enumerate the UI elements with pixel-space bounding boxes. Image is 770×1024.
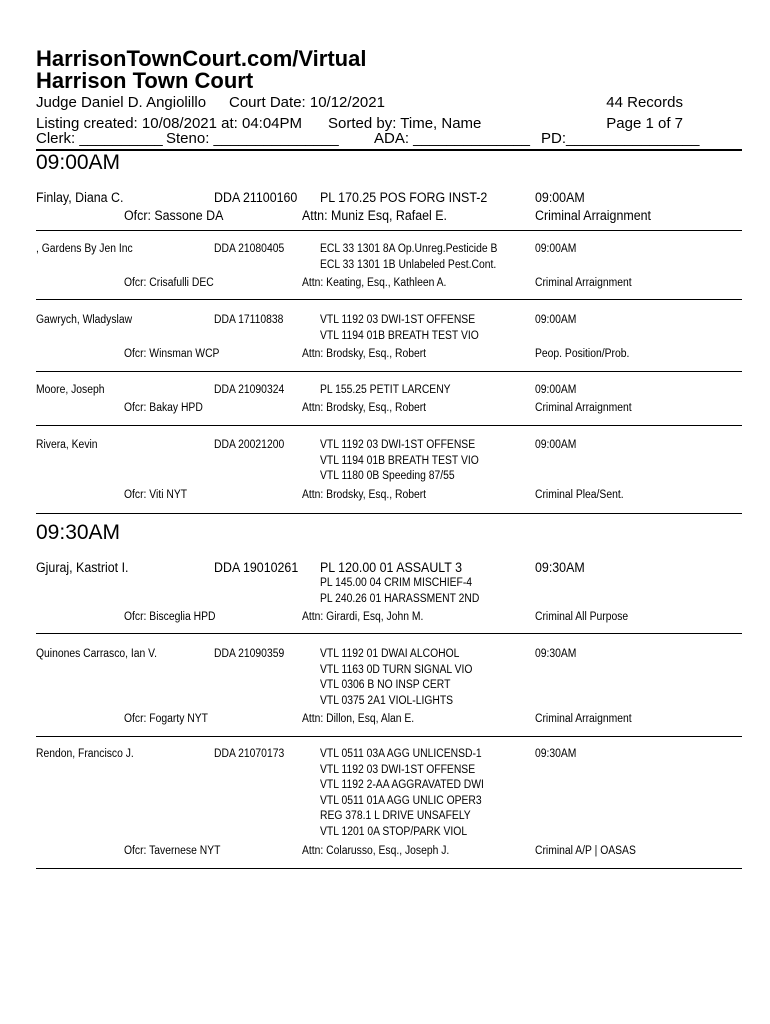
charges <box>320 747 484 840</box>
proceeding: Criminal A/P | OASAS <box>535 845 636 857</box>
charge: VTL 1192 2-AA AGGRAVATED DWI <box>320 779 484 791</box>
charge: VTL 1192 01 DWAI ALCOHOL <box>320 648 460 660</box>
time-heading: 09:00AM <box>36 151 121 174</box>
charge: VTL 1163 0D TURN SIGNAL VIO <box>320 663 473 676</box>
pd-field: PD:________________ <box>541 130 700 147</box>
docket-number: DDA 17110838 <box>214 314 284 326</box>
case-divider <box>36 868 742 869</box>
officer: Ofcr: Winsman WCP <box>124 348 220 360</box>
docket-number: DDA 19010261 <box>214 560 299 575</box>
docket-number: DDA 21100160 <box>214 190 298 205</box>
officer: Ofcr: Sassone DA <box>124 208 224 223</box>
proceeding: Peop. Position/Prob. <box>535 348 630 360</box>
charge: VTL 0511 03A AGG UNLICENSD-1 <box>320 748 482 760</box>
charge: VTL 0511 01A AGG UNLIC OPER3 <box>320 794 482 807</box>
officer: Ofcr: Fogarty NYT <box>124 713 208 725</box>
listing-created: Listing created: 10/08/2021 at: 04:04PM <box>36 115 303 132</box>
defendant-name: , Gardens By Jen Inc <box>36 243 133 255</box>
attorney: Attn: Girardi, Esq, John M. <box>302 611 424 623</box>
docket-number: DDA 20021200 <box>214 439 285 451</box>
case-time: 09:00AM <box>535 243 577 255</box>
defendant-name: Gawrych, Wladyslaw <box>36 314 133 326</box>
defendant-name: Moore, Joseph <box>36 384 105 396</box>
charges <box>320 576 479 607</box>
proceeding: Criminal Plea/Sent. <box>535 489 624 501</box>
case-divider <box>36 299 742 300</box>
defendant-name: Rendon, Francisco J. <box>36 748 134 760</box>
officer: Ofcr: Bisceglia HPD <box>124 611 216 623</box>
record-count: 44 Records <box>606 94 683 111</box>
ada-field: ADA: ______________ <box>374 130 530 147</box>
case-divider <box>36 230 742 231</box>
charge: PL 120.00 01 ASSAULT 3 <box>320 560 463 575</box>
proceeding: Criminal Arraignment <box>535 208 651 223</box>
charges <box>320 383 451 399</box>
docket-number: DDA 21090324 <box>214 384 285 396</box>
charges <box>320 313 479 344</box>
charge: ECL 33 1301 8A Op.Unreg.Pesticide B <box>320 243 498 255</box>
case-divider <box>36 371 742 372</box>
officer: Ofcr: Crisafulli DEC <box>124 277 214 289</box>
charge: PL 170.25 POS FORG INST-2 <box>320 190 488 205</box>
case-time: 09:30AM <box>535 560 585 575</box>
charges <box>320 438 479 485</box>
steno-field: Steno: _______________ <box>166 130 339 147</box>
attorney: Attn: Keating, Esq., Kathleen A. <box>302 277 447 289</box>
proceeding: Criminal All Purpose <box>535 611 629 623</box>
charge: VTL 1192 03 DWI-1ST OFFENSE <box>320 439 476 451</box>
officer: Ofcr: Tavernese NYT <box>124 845 221 857</box>
charge: VTL 1192 03 DWI-1ST OFFENSE <box>320 314 476 326</box>
sorted-by: Sorted by: Time, Name <box>328 115 482 132</box>
court-name: Harrison Town Court <box>36 68 254 93</box>
charge: VTL 1180 0B Speeding 87/55 <box>320 470 455 482</box>
officer: Ofcr: Bakay HPD <box>124 402 203 414</box>
page-number: Page 1 of 7 <box>606 115 683 132</box>
attorney: Attn: Colarusso, Esq., Joseph J. <box>302 845 450 857</box>
defendant-name: Rivera, Kevin <box>36 439 98 451</box>
case-divider <box>36 736 742 737</box>
charge: PL 155.25 PETIT LARCENY <box>320 384 451 396</box>
docket-number: DDA 21090359 <box>214 648 285 660</box>
charge: VTL 1201 0A STOP/PARK VIOL <box>320 825 468 838</box>
case-time: 09:00AM <box>535 190 585 205</box>
proceeding: Criminal Arraignment <box>535 277 632 289</box>
charge: VTL 0306 B NO INSP CERT <box>320 679 451 691</box>
site-title: HarrisonTownCourt.com/Virtual <box>36 46 367 71</box>
attorney: Attn: Muniz Esq, Rafael E. <box>302 208 447 223</box>
case-divider <box>36 633 742 634</box>
charge: PL 240.26 01 HARASSMENT 2ND <box>320 592 480 605</box>
judge-name: Judge Daniel D. Angiolillo <box>36 94 207 111</box>
docket-number: DDA 21070173 <box>214 748 285 760</box>
charges <box>320 647 472 709</box>
proceeding: Criminal Arraignment <box>535 713 632 725</box>
charge: VTL 1192 03 DWI-1ST OFFENSE <box>320 763 476 776</box>
attorney: Attn: Brodsky, Esq., Robert <box>302 402 427 414</box>
case-divider <box>36 425 742 426</box>
section-divider <box>36 513 742 514</box>
case-time: 09:30AM <box>535 648 577 660</box>
attorney: Attn: Brodsky, Esq., Robert <box>302 348 427 360</box>
attorney: Attn: Dillon, Esq, Alan E. <box>302 713 415 725</box>
attorney: Attn: Brodsky, Esq., Robert <box>302 489 427 501</box>
charge: VTL 1194 01B BREATH TEST VIO <box>320 329 479 342</box>
charge: PL 145.00 04 CRIM MISCHIEF-4 <box>320 577 473 589</box>
charge: REG 378.1 L DRIVE UNSAFELY <box>320 810 471 822</box>
charges <box>320 242 497 273</box>
officer: Ofcr: Viti NYT <box>124 489 188 501</box>
time-heading: 09:30AM <box>36 521 121 544</box>
case-time: 09:00AM <box>535 439 577 451</box>
court-date: Court Date: 10/12/2021 <box>229 94 385 111</box>
case-time: 09:30AM <box>535 748 577 760</box>
clerk-field: Clerk: __________ <box>36 130 163 147</box>
charge: VTL 0375 2A1 VIOL-LIGHTS <box>320 694 454 707</box>
header-divider <box>36 149 742 151</box>
proceeding: Criminal Arraignment <box>535 402 632 414</box>
defendant-name: Finlay, Diana C. <box>36 190 124 205</box>
defendant-name: Quinones Carrasco, Ian V. <box>36 648 158 660</box>
charges <box>320 189 487 206</box>
case-time: 09:00AM <box>535 384 577 396</box>
case-time: 09:00AM <box>535 314 577 326</box>
charge: ECL 33 1301 1B Unlabeled Pest.Cont. <box>320 258 497 271</box>
charge: VTL 1194 01B BREATH TEST VIO <box>320 454 479 467</box>
docket-number: DDA 21080405 <box>214 243 285 255</box>
defendant-name: Gjuraj, Kastriot I. <box>36 560 129 575</box>
